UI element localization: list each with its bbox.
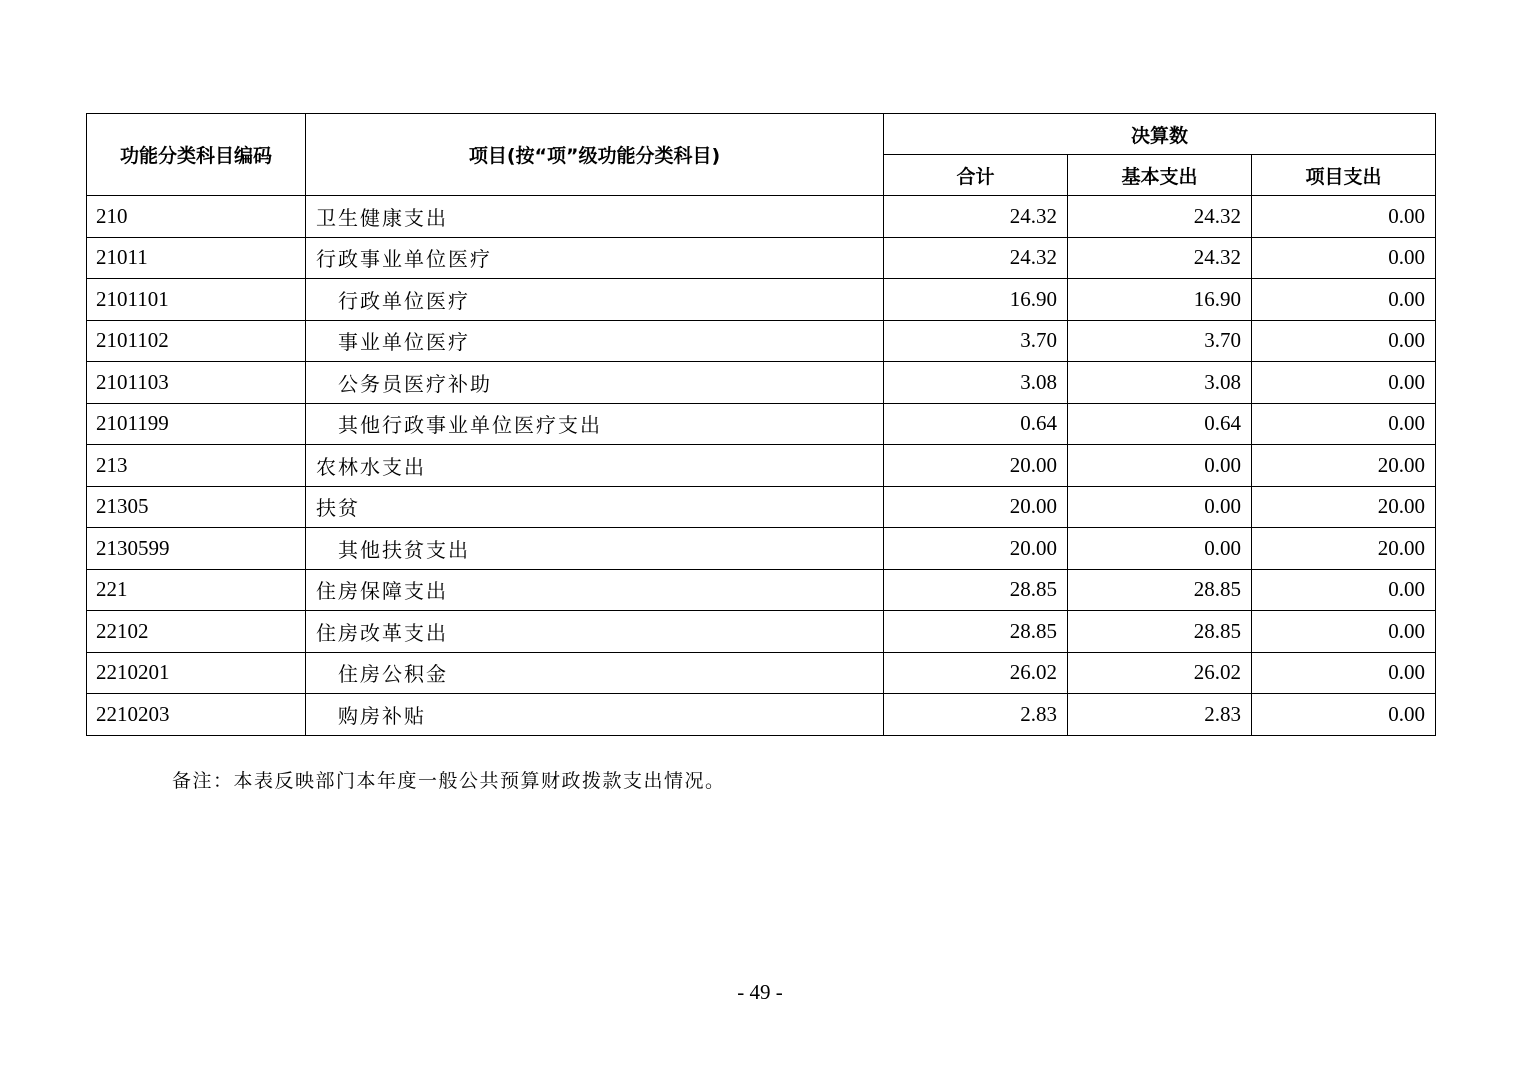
row-name: 住房保障支出 [306, 569, 884, 611]
row-name: 行政单位医疗 [306, 279, 884, 321]
header-project: 项目支出 [1252, 155, 1436, 196]
row-name: 卫生健康支出 [306, 196, 884, 238]
row-total: 2.83 [884, 694, 1068, 736]
row-total: 16.90 [884, 279, 1068, 321]
table-row [87, 486, 1436, 528]
table-row [87, 403, 1436, 445]
row-basic: 0.00 [1068, 445, 1252, 487]
row-total: 3.70 [884, 320, 1068, 362]
row-total: 0.64 [884, 403, 1068, 445]
table-row [87, 279, 1436, 321]
row-name: 购房补贴 [306, 694, 884, 736]
row-project: 20.00 [1252, 528, 1436, 570]
row-project: 0.00 [1252, 362, 1436, 404]
header-item: 项目(按“项”级功能分类科目) [306, 114, 884, 196]
row-basic: 3.08 [1068, 362, 1252, 404]
row-total: 28.85 [884, 611, 1068, 653]
table-row [87, 320, 1436, 362]
row-total: 24.32 [884, 237, 1068, 279]
row-name: 其他行政事业单位医疗支出 [306, 403, 884, 445]
header-total: 合计 [884, 155, 1068, 196]
row-project: 0.00 [1252, 652, 1436, 694]
row-total: 3.08 [884, 362, 1068, 404]
row-basic: 0.00 [1068, 486, 1252, 528]
row-basic: 3.70 [1068, 320, 1252, 362]
row-project: 0.00 [1252, 611, 1436, 653]
row-project: 0.00 [1252, 279, 1436, 321]
row-basic: 26.02 [1068, 652, 1252, 694]
row-basic: 0.00 [1068, 528, 1252, 570]
row-name: 住房改革支出 [306, 611, 884, 653]
table-row [87, 196, 1436, 238]
row-total: 20.00 [884, 445, 1068, 487]
row-total: 24.32 [884, 196, 1068, 238]
table-row [87, 528, 1436, 570]
table-row [87, 611, 1436, 653]
table-row [87, 694, 1436, 736]
row-project: 0.00 [1252, 237, 1436, 279]
row-total: 28.85 [884, 569, 1068, 611]
row-project: 20.00 [1252, 445, 1436, 487]
footnote: 备注：本表反映部门本年度一般公共预算财政拨款支出情况。 [172, 770, 726, 792]
row-code: 22102 [87, 611, 306, 653]
row-project: 0.00 [1252, 403, 1436, 445]
row-code: 2130599 [87, 528, 306, 570]
table-row [87, 362, 1436, 404]
row-name: 农林水支出 [306, 445, 884, 487]
row-code: 2210201 [87, 652, 306, 694]
row-basic: 24.32 [1068, 237, 1252, 279]
row-name: 住房公积金 [306, 652, 884, 694]
header-final-accounts: 决算数 [884, 114, 1436, 155]
row-name: 公务员医疗补助 [306, 362, 884, 404]
row-code: 2210203 [87, 694, 306, 736]
row-code: 210 [87, 196, 306, 238]
row-name: 扶贫 [306, 486, 884, 528]
row-project: 0.00 [1252, 196, 1436, 238]
row-basic: 28.85 [1068, 569, 1252, 611]
row-code: 2101102 [87, 320, 306, 362]
header-code: 功能分类科目编码 [87, 114, 306, 196]
row-basic: 0.64 [1068, 403, 1252, 445]
page-number: - 49 - [737, 980, 783, 1004]
row-project: 0.00 [1252, 320, 1436, 362]
row-code: 2101199 [87, 403, 306, 445]
row-total: 20.00 [884, 528, 1068, 570]
row-basic: 2.83 [1068, 694, 1252, 736]
row-name: 行政事业单位医疗 [306, 237, 884, 279]
row-total: 20.00 [884, 486, 1068, 528]
table-row [87, 569, 1436, 611]
table-body [87, 196, 1436, 736]
table-row [87, 652, 1436, 694]
row-basic: 16.90 [1068, 279, 1252, 321]
row-code: 213 [87, 445, 306, 487]
row-basic: 24.32 [1068, 196, 1252, 238]
header-basic: 基本支出 [1068, 155, 1252, 196]
row-total: 26.02 [884, 652, 1068, 694]
row-code: 21011 [87, 237, 306, 279]
row-project: 0.00 [1252, 694, 1436, 736]
row-name: 事业单位医疗 [306, 320, 884, 362]
row-project: 0.00 [1252, 569, 1436, 611]
table-row [87, 237, 1436, 279]
row-basic: 28.85 [1068, 611, 1252, 653]
row-code: 2101101 [87, 279, 306, 321]
row-code: 21305 [87, 486, 306, 528]
expenditure-table [86, 113, 1436, 736]
row-code: 2101103 [87, 362, 306, 404]
row-name: 其他扶贫支出 [306, 528, 884, 570]
table-row [87, 445, 1436, 487]
row-project: 20.00 [1252, 486, 1436, 528]
row-code: 221 [87, 569, 306, 611]
